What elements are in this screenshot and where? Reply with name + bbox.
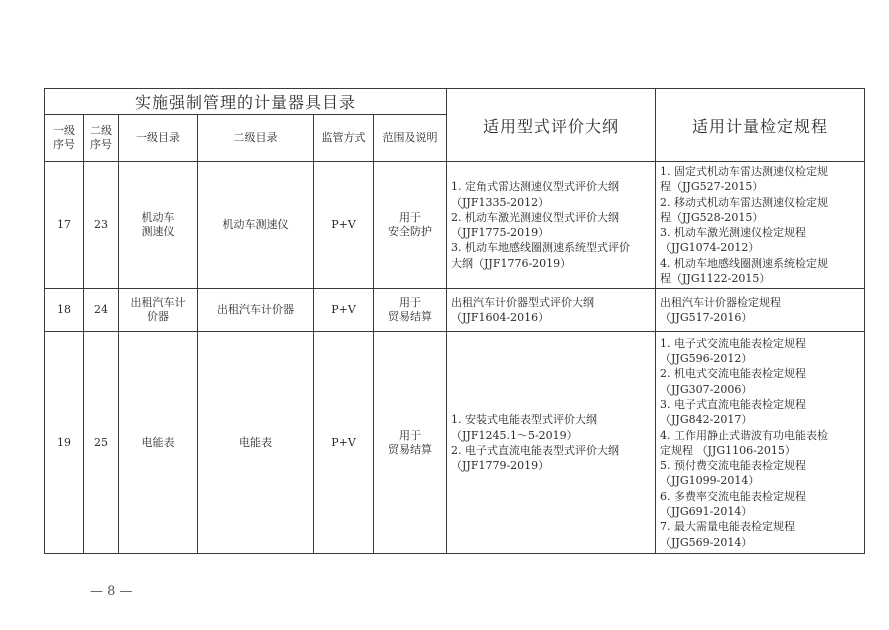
col-seq1-header: 一级 序号 xyxy=(45,115,84,162)
list-item: 1. 固定式机动车雷达测速仪检定规 程（JJG527-2015） xyxy=(660,165,829,194)
list-item: 1. 安装式电能表型式评价大纲 （JJF1245.1～5-2019） xyxy=(451,413,598,442)
cat1-cell: 电能表 xyxy=(119,332,198,554)
col-cat1-header: 一级目录 xyxy=(119,115,198,162)
list-item: 4. 工作用静止式谐波有功电能表检 定规程 （JJG1106-2015） xyxy=(660,428,829,457)
seq2-cell: 25 xyxy=(84,332,119,554)
seq1-cell: 17 xyxy=(45,162,84,289)
mode-cell: P+V xyxy=(314,162,374,289)
list-item: 2. 电子式直流电能表型式评价大纲 （JJF1779-2019） xyxy=(451,443,620,473)
cat1-cell: 出租汽车计 价器 xyxy=(119,289,198,332)
main-title: 实施强制管理的计量器具目录 xyxy=(45,89,447,115)
scope-cell: 用于 贸易结算 xyxy=(374,289,447,332)
cat2-cell: 机动车测速仪 xyxy=(198,162,314,289)
table-row xyxy=(45,162,865,289)
page-number: — 8 — xyxy=(90,584,133,599)
list-item: 2. 机动车激光测速仪型式评价大纲 （JJF1775-2019） xyxy=(451,210,620,240)
type-eval-header: 适用型式评价大纲 xyxy=(447,89,656,162)
verify-header: 适用计量检定规程 xyxy=(656,89,865,162)
seq2-cell: 23 xyxy=(84,162,119,289)
table-row xyxy=(45,332,865,554)
table-row xyxy=(45,289,865,332)
type-eval-cell xyxy=(447,289,656,332)
verify-cell xyxy=(656,332,865,554)
col-cat2-header: 二级目录 xyxy=(198,115,314,162)
list-item: 2. 机电式交流电能表检定规程 （JJG307-2006） xyxy=(660,367,807,396)
list-item: 4. 机动车地感线圈测速系统检定规 程（JJG1122-2015） xyxy=(660,256,829,286)
cat2-cell: 出租汽车计价器 xyxy=(198,289,314,332)
list-item: 3. 电子式直流电能表检定规程 （JJG842-2017） xyxy=(660,397,807,427)
scope-cell: 用于 贸易结算 xyxy=(374,332,447,554)
list-item: 3. 机动车地感线圈测速系统型式评价 大纲（JJF1776-2019） xyxy=(451,241,631,270)
catalog-table xyxy=(44,88,865,554)
list-item: 6. 多费率交流电能表检定规程 （JJG691-2014） xyxy=(660,489,807,519)
list-item: 5. 预付费交流电能表检定规程 （JJG1099-2014） xyxy=(660,459,807,488)
cat1-cell: 机动车 测速仪 xyxy=(119,162,198,289)
seq1-cell: 19 xyxy=(45,332,84,554)
list-item: 出租汽车计价器型式评价大纲 （JJF1604-2016） xyxy=(451,296,595,325)
verify-cell xyxy=(656,162,865,289)
mode-cell: P+V xyxy=(314,289,374,332)
verify-cell xyxy=(656,289,865,332)
list-item: 2. 移动式机动车雷达测速仪检定规 程（JJG528-2015） xyxy=(660,195,829,224)
col-scope-header: 范围及说明 xyxy=(374,115,447,162)
col-mode-header: 监管方式 xyxy=(314,115,374,162)
list-item: 出租汽车计价器检定规程 （JJG517-2016） xyxy=(660,296,782,325)
list-item: 7. 最大需量电能表检定规程 （JJG569-2014） xyxy=(660,520,796,549)
seq1-cell: 18 xyxy=(45,289,84,332)
scope-cell: 用于 安全防护 xyxy=(374,162,447,289)
mode-cell: P+V xyxy=(314,332,374,554)
list-item: 3. 机动车激光测速仪检定规程 （JJG1074-2012） xyxy=(660,226,807,255)
type-eval-cell xyxy=(447,332,656,554)
seq2-cell: 24 xyxy=(84,289,119,332)
list-item: 1. 电子式交流电能表检定规程 （JJG596-2012） xyxy=(660,336,807,366)
type-eval-cell xyxy=(447,162,656,289)
col-seq2-header: 二级 序号 xyxy=(84,115,119,162)
list-item: 1. 定角式雷达测速仪型式评价大纲 （JJF1335-2012） xyxy=(451,180,620,209)
cat2-cell: 电能表 xyxy=(198,332,314,554)
